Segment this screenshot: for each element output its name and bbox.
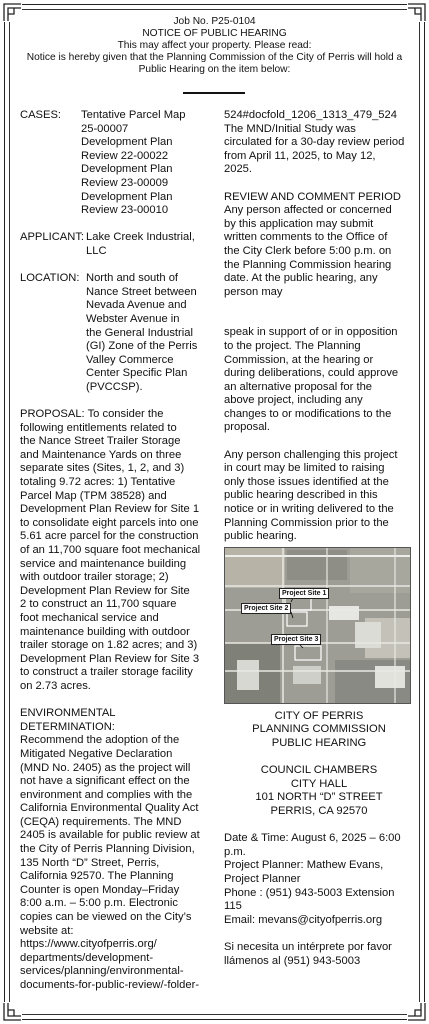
applicant-line: LLC bbox=[86, 244, 107, 257]
hearing-body-line: CITY OF PERRIS bbox=[274, 709, 364, 722]
environmental-line: copies can be viewed on the City’s bbox=[20, 911, 192, 924]
venue-line: 101 NORTH “D” STREET bbox=[255, 791, 383, 804]
challenge-line: only those issues identified at the bbox=[224, 475, 389, 488]
location-label: LOCATION: bbox=[20, 272, 80, 285]
north-arrow-icon bbox=[398, 689, 407, 700]
challenge-line: in court may be limited to raising bbox=[224, 462, 385, 475]
case-line: Development Plan bbox=[81, 136, 173, 149]
website-link-line[interactable]: https://www.cityofperris.org/ bbox=[20, 938, 157, 951]
project-planner: Project Planner: Mathew Evans, bbox=[224, 859, 384, 872]
mnd-line: 2025. bbox=[224, 163, 252, 176]
proposal-line: to consolidate eight parcels into one bbox=[20, 516, 199, 529]
applicant-value bbox=[83, 231, 195, 258]
project-site-map bbox=[224, 547, 411, 704]
venue-line: CITY HALL bbox=[290, 777, 348, 790]
environmental-line: ENVIRONMENTAL bbox=[20, 707, 116, 720]
review-line: the City Clerk before 5:00 p.m. on bbox=[224, 244, 392, 257]
proposal-line: with outdoor trailer storage; 2) bbox=[20, 571, 169, 584]
spanish-interpreter-note bbox=[224, 941, 414, 968]
spanish-line: llámenos al (951) 943-5003 bbox=[224, 954, 361, 967]
environmental-line: Recommend the adoption of the bbox=[20, 734, 180, 747]
review-line: the Planning Commission hearing bbox=[224, 258, 392, 271]
notice-header bbox=[18, 16, 411, 76]
site-1-label: Project Site 1 bbox=[279, 588, 329, 599]
mnd-line: circulated for a 30-day review period bbox=[224, 136, 405, 149]
location-line: (PVCCSP). bbox=[86, 380, 143, 393]
speak-line: Commission, at the hearing or bbox=[224, 353, 374, 366]
proposal-line: service and maintenance building bbox=[20, 557, 187, 570]
proposal-line: 5.61 acre parcel for the construction bbox=[20, 530, 199, 543]
proposal-section bbox=[20, 408, 216, 693]
proposal-line: foot mechanical service and bbox=[20, 611, 159, 624]
case-line: 25-00007 bbox=[81, 122, 129, 135]
corner-ornament-icon bbox=[407, 1002, 429, 1024]
location-line: Webster Avenue in bbox=[86, 312, 180, 325]
notice-title: NOTICE OF PUBLIC HEARING bbox=[142, 28, 287, 39]
hearing-body bbox=[224, 710, 414, 751]
challenge-line: public hearing. bbox=[224, 530, 297, 543]
speak-line: to the project. The Planning bbox=[224, 339, 361, 352]
case-line: Review 22-00022 bbox=[81, 149, 169, 162]
contact-block bbox=[224, 832, 414, 927]
speak-line: changes to or modifications to the bbox=[224, 407, 392, 420]
applicant-line: Lake Creek Industrial, bbox=[86, 231, 195, 244]
case-line: Development Plan bbox=[81, 190, 173, 203]
review-line: date. At the public hearing, any bbox=[224, 272, 378, 285]
location-line: Nance Street between bbox=[86, 285, 197, 298]
review-section bbox=[224, 191, 414, 300]
speak-line: during deliberations, could approve bbox=[224, 367, 399, 380]
site-3-label: Project Site 3 bbox=[271, 634, 321, 645]
challenge-line: notice or in writing delivered to the bbox=[224, 503, 394, 516]
site-2-label: Project Site 2 bbox=[241, 603, 291, 614]
mnd-continued-section bbox=[224, 109, 414, 177]
date-time-cont: p.m. bbox=[224, 845, 246, 858]
website-link-line[interactable]: documents-for-public-review/-folder- bbox=[20, 979, 200, 991]
environmental-line: Counter is open Monday–Friday bbox=[20, 883, 180, 896]
job-number: Job No. P25-0104 bbox=[173, 16, 256, 27]
location-line: Valley Commerce bbox=[86, 353, 174, 366]
proposal-line: separate sites (Sites, 1, 2, and 3) bbox=[20, 462, 185, 475]
right-column bbox=[224, 109, 414, 968]
environmental-line: 135 North “D” Street, Perris, bbox=[20, 856, 160, 869]
proposal-line: Development Plan Review for Site 3 bbox=[20, 652, 200, 665]
proposal-line: Development Plan Review for Site bbox=[20, 584, 190, 597]
proposal-line: to construct a trailer storage facility bbox=[20, 666, 193, 679]
hearing-body-line: PLANNING COMMISSION bbox=[252, 723, 386, 736]
environmental-line: Mitigated Negative Declaration bbox=[20, 747, 173, 760]
location-line: North and south of bbox=[86, 272, 179, 285]
environmental-line: 8:00 a.m. – 5:00 p.m. Electronic bbox=[20, 897, 178, 910]
proposal-line: totaling 9.72 acres: 1) Tentative bbox=[20, 476, 176, 489]
cases-section bbox=[20, 109, 216, 218]
notice-intro: Notice is hereby given that the Planning Commission of the City of Perris will hold a bbox=[26, 52, 403, 63]
case-line: Development Plan bbox=[81, 163, 173, 176]
proposal-line: the Nance Street Trailer Storage bbox=[20, 435, 181, 448]
website-link-line[interactable]: services/planning/environmental- bbox=[20, 965, 184, 978]
mnd-line: from April 11, 2025, to May 12, bbox=[224, 149, 376, 162]
proposal-line: following entitlements related to bbox=[20, 421, 177, 434]
location-line: Nevada Avenue and bbox=[86, 299, 187, 312]
proposal-line: trailer storage on 1.82 acres; and 3) bbox=[20, 639, 198, 652]
hearing-body-line: PUBLIC HEARING bbox=[271, 737, 367, 749]
location-line: Center Specific Plan bbox=[86, 367, 188, 380]
proposal-line: on 2.73 acres. bbox=[20, 679, 91, 692]
location-line: the General Industrial bbox=[86, 326, 193, 339]
website-link-line[interactable]: 524#docfold_1206_1313_479_524 bbox=[224, 109, 397, 121]
cases-label: CASES: bbox=[20, 109, 62, 121]
environmental-line: environment and complies with the bbox=[20, 788, 193, 801]
environmental-section bbox=[20, 707, 216, 992]
cases-list bbox=[81, 109, 185, 218]
venue-line: COUNCIL CHAMBERS bbox=[260, 764, 378, 777]
mnd-line: The MND/Initial Study was bbox=[224, 122, 356, 135]
proposal-line: 2 to construct an 11,700 square bbox=[20, 598, 177, 611]
spanish-line: Si necesita un intérprete por favor bbox=[224, 940, 392, 953]
case-line: Tentative Parcel Map bbox=[81, 109, 186, 121]
challenge-line: Any person challenging this project bbox=[224, 448, 398, 461]
phone-extension: 115 bbox=[224, 900, 242, 913]
environmental-line: California 92570. The Planning bbox=[20, 870, 174, 883]
review-heading: REVIEW AND COMMENT PERIOD bbox=[224, 190, 401, 203]
environmental-line: 2405 is available for public review at bbox=[20, 829, 200, 842]
left-column bbox=[20, 109, 216, 993]
date-time: Date & Time: August 6, 2025 – 6:00 bbox=[224, 832, 401, 845]
proposal-line: and Maintenance Yards on three bbox=[20, 448, 182, 461]
challenge-line: Planning Commission prior to the bbox=[224, 516, 389, 529]
location-section bbox=[20, 272, 216, 394]
environmental-line: not have a significant effect on the bbox=[20, 775, 190, 788]
challenge-line: public hearing described in this bbox=[224, 489, 378, 502]
review-line: Any person affected or concerned bbox=[224, 204, 392, 217]
aerial-image bbox=[225, 548, 411, 704]
proposal-line: maintenance building with outdoor bbox=[20, 625, 190, 638]
speak-line: speak in support of or in opposition bbox=[224, 326, 398, 339]
corner-ornament-icon bbox=[0, 1002, 22, 1024]
proposal-line: Parcel Map (TPM 38528) and bbox=[20, 489, 167, 502]
challenge-section bbox=[224, 449, 414, 544]
proposal-line: PROPOSAL: To consider the bbox=[20, 408, 164, 421]
email-link[interactable]: Email: mevans@cityofperris.org bbox=[224, 913, 383, 926]
environmental-line: the City of Perris Planning Division, bbox=[20, 843, 195, 856]
applicant-label: APPLICANT: bbox=[20, 231, 85, 244]
venue-line: PERRIS, CA 92570 bbox=[270, 804, 368, 817]
environmental-line: DETERMINATION: bbox=[20, 720, 115, 733]
notice-intro-cont: Public Hearing on the item below: bbox=[138, 64, 291, 75]
environmental-line: (CEQA) requirements. The MND bbox=[20, 815, 182, 828]
header-divider bbox=[183, 92, 245, 94]
project-planner-cont: Project Planner bbox=[224, 872, 301, 885]
location-value bbox=[83, 272, 197, 394]
venue-block bbox=[224, 764, 414, 818]
environmental-line: website at: bbox=[20, 924, 74, 937]
proposal-line: of an 11,700 square foot mechanical bbox=[20, 544, 201, 556]
review-line: by this application may submit bbox=[224, 217, 374, 230]
applicant-section bbox=[20, 231, 216, 258]
proposal-line: Development Plan Review for Site 1 bbox=[20, 503, 200, 516]
phone: Phone : (951) 943-5003 Extension bbox=[224, 886, 395, 899]
website-link-line[interactable]: departments/development- bbox=[20, 951, 154, 964]
location-line: (GI) Zone of the Perris bbox=[86, 340, 198, 353]
review-line: person may bbox=[224, 285, 283, 298]
case-line: Review 23-00010 bbox=[81, 204, 169, 217]
speak-line: an alternative proposal for the bbox=[224, 380, 373, 393]
affect-notice: This may affect your property. Please read: bbox=[117, 40, 312, 51]
review-line: written comments to the Office of bbox=[224, 231, 388, 244]
speak-line: above project, including any bbox=[224, 394, 363, 407]
case-line: Review 23-00009 bbox=[81, 176, 169, 189]
environmental-line: (MND No. 2405) as the project will bbox=[20, 761, 191, 774]
speak-section bbox=[224, 326, 414, 435]
speak-line: proposal. bbox=[224, 421, 271, 434]
environmental-line: California Environmental Quality Act bbox=[20, 802, 199, 815]
